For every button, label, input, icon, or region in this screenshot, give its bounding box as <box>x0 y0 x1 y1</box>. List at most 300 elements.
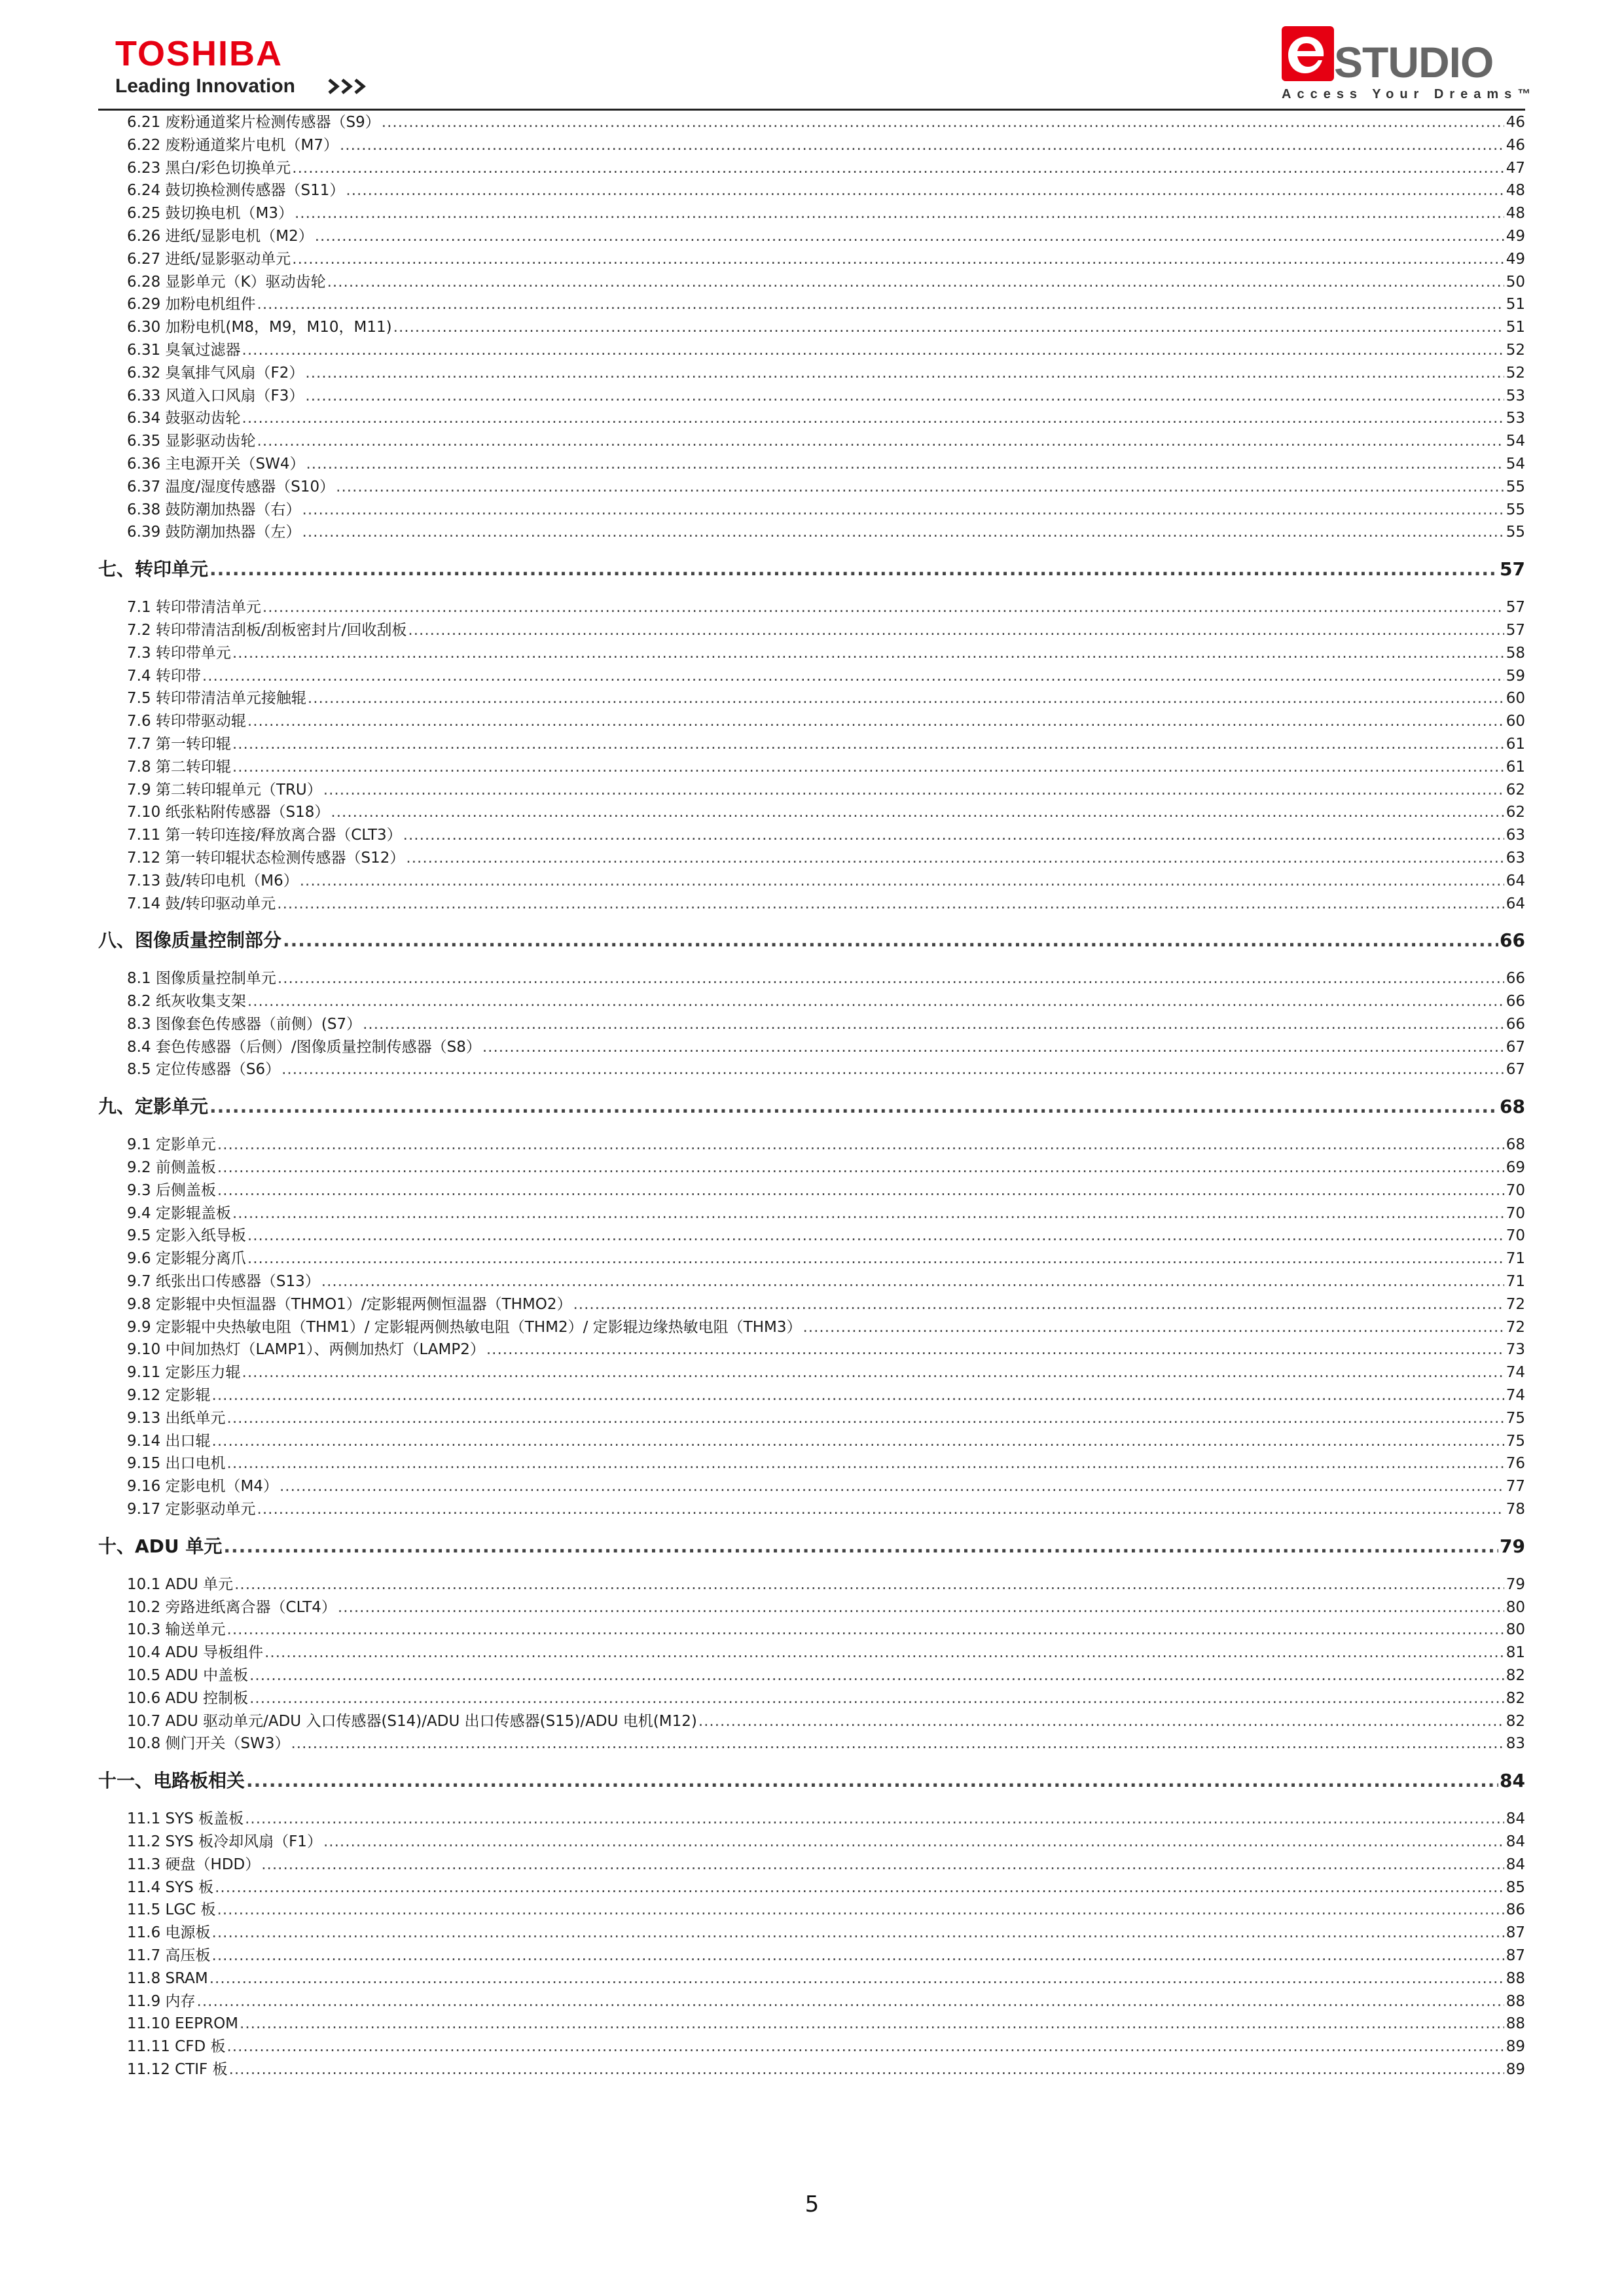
dot-leader <box>382 111 1504 134</box>
dot-leader <box>482 1036 1504 1059</box>
dot-leader <box>257 1498 1504 1521</box>
toc-entry[interactable] <box>98 248 1525 271</box>
toc-entry-title: 11.12 CTIF 板 <box>127 2060 228 2078</box>
toc-entry[interactable] <box>98 1475 1525 1498</box>
toc-entry-page: 48 <box>1506 205 1525 223</box>
toc-entry-page: 72 <box>1506 1295 1525 1313</box>
toc-entry-title: 十、ADU 单元 <box>98 1535 223 1557</box>
toc-entry[interactable] <box>98 1036 1525 1059</box>
dot-leader <box>803 1316 1504 1339</box>
toc-entry[interactable] <box>98 893 1525 916</box>
toc-entry-page: 68 <box>1500 1096 1525 1118</box>
toc-entry-page: 49 <box>1506 250 1525 268</box>
toc-entry[interactable] <box>98 1831 1525 1854</box>
toc-entry-title: 9.8 定影辊中央恒温器（THMO1）/定影辊两侧恒温器（THMO2） <box>127 1295 572 1313</box>
toc-entry-title: 6.33 风道入口风扇（F3） <box>127 387 304 404</box>
toc-entry-page: 70 <box>1506 1204 1525 1222</box>
toc-entry-page: 75 <box>1506 1409 1525 1427</box>
toc-entry[interactable] <box>98 642 1525 665</box>
toc-entry-title: 9.3 后侧盖板 <box>127 1181 216 1199</box>
access-your-dreams-tagline: Access Your Dreams™ <box>1282 87 1537 101</box>
toc-entry-page: 53 <box>1506 387 1525 404</box>
toc-entry-title: 9.5 定影入纸导板 <box>127 1227 246 1245</box>
dot-leader <box>202 665 1504 688</box>
toc-entry[interactable] <box>98 202 1525 225</box>
dot-leader <box>249 1664 1504 1687</box>
toc-entry[interactable] <box>98 1407 1525 1430</box>
toc-entry-title: 9.17 定影驱动单元 <box>127 1501 256 1518</box>
dot-leader <box>323 1831 1504 1854</box>
toc-entry[interactable] <box>98 733 1525 756</box>
toc-entry-page: 67 <box>1506 1038 1525 1056</box>
toc-entry[interactable] <box>98 407 1525 430</box>
dot-leader <box>197 1990 1504 2013</box>
toc-entry-page: 75 <box>1506 1432 1525 1450</box>
toc-entry[interactable] <box>98 596 1525 619</box>
dot-leader <box>698 1710 1504 1733</box>
toc-entry-page: 60 <box>1506 690 1525 708</box>
toc-entry[interactable] <box>98 1498 1525 1521</box>
dot-leader <box>217 1157 1504 1179</box>
toc-entry-title: 10.8 侧门开关（SW3） <box>127 1735 290 1753</box>
toc-entry[interactable] <box>98 134 1525 157</box>
dot-leader <box>226 2036 1504 2058</box>
dot-leader <box>247 1247 1504 1270</box>
toc-entry[interactable] <box>98 1361 1525 1384</box>
toc-entry-page: 79 <box>1500 1535 1525 1557</box>
dot-leader <box>283 920 1498 961</box>
toc-entry-title: 10.1 ADU 单元 <box>127 1575 234 1593</box>
toc-entry-title: 10.3 输送单元 <box>127 1621 226 1639</box>
toc-entry-title: 8.1 图像质量控制单元 <box>127 970 276 988</box>
toc-entry-title: 6.36 主电源开关（SW4） <box>127 455 305 473</box>
dot-leader <box>346 179 1504 202</box>
toc-entry-title: 8.5 定位传感器（S6） <box>127 1061 281 1079</box>
toc-entry[interactable] <box>98 967 1525 990</box>
dot-leader <box>232 756 1504 779</box>
toc-entry-page: 88 <box>1506 1992 1525 2010</box>
dot-leader <box>217 1179 1504 1202</box>
toc-entry[interactable] <box>98 521 1525 544</box>
toc-entry-page: 52 <box>1506 341 1525 359</box>
dot-leader <box>245 1808 1504 1831</box>
toc-entry-page: 59 <box>1506 667 1525 685</box>
toc-entry[interactable] <box>98 1157 1525 1179</box>
toc-entry-title: 11.11 CFD 板 <box>127 2038 226 2056</box>
toc-entry[interactable] <box>98 779 1525 802</box>
toc-entry-title: 9.4 定影辊盖板 <box>127 1204 231 1222</box>
toc-entry[interactable] <box>98 2058 1525 2081</box>
toc-entry-page: 49 <box>1506 227 1525 245</box>
toc-entry-page: 46 <box>1506 114 1525 131</box>
toc-entry[interactable] <box>98 1338 1525 1361</box>
dot-leader <box>292 248 1504 271</box>
toc-entry[interactable] <box>98 687 1525 710</box>
toc-entry-title: 10.4 ADU 导板组件 <box>127 1644 264 1662</box>
toc-entry-page: 52 <box>1506 364 1525 382</box>
toc-entry-page: 86 <box>1506 1901 1525 1919</box>
dot-leader <box>264 1641 1504 1664</box>
toc-entry-page: 64 <box>1506 872 1525 889</box>
toc-entry[interactable] <box>98 1134 1525 1157</box>
toc-entry-title: 七、转印单元 <box>98 558 209 581</box>
dot-leader <box>315 225 1504 248</box>
toc-entry-page: 48 <box>1506 182 1525 200</box>
toc-entry[interactable] <box>98 430 1525 453</box>
dot-leader <box>209 1086 1498 1127</box>
toc-entry[interactable] <box>98 1452 1525 1475</box>
toc-entry-page: 66 <box>1506 970 1525 988</box>
toc-entry[interactable] <box>98 870 1525 893</box>
toc-entry[interactable] <box>98 1922 1525 1945</box>
toc-entry-page: 80 <box>1506 1598 1525 1616</box>
toc-entry-title: 6.28 显影单元（K）驱动齿轮 <box>127 273 326 291</box>
toc-entry[interactable] <box>98 1430 1525 1453</box>
toc-entry[interactable] <box>98 1732 1525 1755</box>
toc-entry-title: 6.26 进纸/显影电机（M2） <box>127 227 314 245</box>
toc-entry[interactable] <box>98 1058 1525 1081</box>
toc-entry-page: 67 <box>1506 1061 1525 1079</box>
toc-entry-title: 8.3 图像套色传感器（前侧）(S7） <box>127 1015 362 1033</box>
toc-entry-title: 6.35 显影驱动齿轮 <box>127 433 256 450</box>
toc-entry-title: 9.10 中间加热灯（LAMP1）、两侧加热灯（LAMP2） <box>127 1341 485 1359</box>
toc-entry-page: 46 <box>1506 136 1525 154</box>
toc-entry[interactable] <box>98 157 1525 180</box>
toc-entry[interactable] <box>98 1316 1525 1339</box>
toc-entry-title: 9.16 定影电机（M4） <box>127 1478 278 1496</box>
toc-entry[interactable] <box>98 339 1525 362</box>
toc-entry[interactable] <box>98 619 1525 642</box>
toc-entry-page: 81 <box>1506 1644 1525 1662</box>
toc-entry[interactable] <box>98 111 1525 134</box>
toc-entry[interactable] <box>98 1808 1525 1831</box>
toc-entry[interactable] <box>98 1270 1525 1293</box>
dot-leader <box>227 1407 1504 1430</box>
toc-entry[interactable] <box>98 1710 1525 1733</box>
dot-leader <box>280 1475 1504 1498</box>
dot-leader <box>242 1361 1504 1384</box>
dot-leader <box>227 1452 1504 1475</box>
toc-entry-page: 84 <box>1500 1770 1525 1792</box>
toc-entry-title: 7.13 鼓/转印电机（M6） <box>127 872 298 889</box>
toc-entry-title: 9.7 纸张出口传感器（S13） <box>127 1273 320 1291</box>
dot-leader <box>408 619 1504 642</box>
toc-entry[interactable] <box>98 1202 1525 1225</box>
dot-leader <box>302 499 1504 522</box>
toc-entry-page: 79 <box>1506 1575 1525 1593</box>
dot-leader <box>246 1761 1498 1801</box>
toc-entry-page: 82 <box>1506 1712 1525 1730</box>
toc-entry-title: 八、图像质量控制部分 <box>98 929 282 952</box>
toc-entry-title: 9.1 定影单元 <box>127 1136 216 1154</box>
toc-entry-page: 83 <box>1506 1735 1525 1753</box>
dot-leader <box>215 1876 1504 1899</box>
toc-entry[interactable] <box>98 362 1525 385</box>
toc-entry[interactable] <box>98 1876 1525 1899</box>
toc-entry-title: 9.14 出口辊 <box>127 1432 211 1450</box>
toc-entry-page: 82 <box>1506 1689 1525 1707</box>
dot-leader <box>242 339 1504 362</box>
dot-leader <box>232 642 1504 665</box>
toc-entry-title: 7.8 第二转印辊 <box>127 758 231 776</box>
toc-entry-title: 7.1 转印带清洁单元 <box>127 599 261 617</box>
toc-entry-title: 7.12 第一转印辊状态检测传感器（S12） <box>127 849 405 867</box>
toc-entry-page: 55 <box>1506 478 1525 495</box>
toc-entry-title: 11.7 高压板 <box>127 1946 211 1964</box>
toc-entry-page: 63 <box>1506 849 1525 867</box>
dot-leader <box>212 1384 1504 1407</box>
toc-entry-title: 6.39 鼓防潮加热器（左） <box>127 524 301 541</box>
page-number: 5 <box>804 2191 820 2217</box>
page-header <box>0 0 1624 118</box>
toc-entry[interactable] <box>98 756 1525 779</box>
toc-entry[interactable] <box>98 1596 1525 1619</box>
toc-entry-title: 7.2 转印带清洁刮板/刮板密封片/回收刮板 <box>127 621 407 639</box>
toc-entry[interactable] <box>98 1990 1525 2013</box>
toc-chapter-entry[interactable] <box>98 544 1525 596</box>
toc-entry-page: 72 <box>1506 1318 1525 1336</box>
toc-entry[interactable] <box>98 710 1525 733</box>
toc-entry-title: 9.6 定影辊分离爪 <box>127 1250 246 1268</box>
dot-leader <box>573 1293 1505 1316</box>
toc-entry-page: 84 <box>1506 1810 1525 1828</box>
toc-entry-title: 11.10 EEPROM <box>127 2015 239 2033</box>
toc-entry-page: 74 <box>1506 1364 1525 1382</box>
toc-entry[interactable] <box>98 1687 1525 1710</box>
toc-entry-page: 74 <box>1506 1387 1525 1405</box>
toc-entry-title: 6.34 鼓驱动齿轮 <box>127 410 241 427</box>
toc-entry-title: 7.7 第一转印辊 <box>127 735 231 753</box>
dot-leader <box>212 1430 1504 1453</box>
toc-entry[interactable] <box>98 1013 1525 1036</box>
toc-entry[interactable] <box>98 847 1525 870</box>
toc-entry-title: 6.38 鼓防潮加热器（右） <box>127 501 301 518</box>
toc-entry[interactable] <box>98 1899 1525 1922</box>
toc-entry[interactable] <box>98 316 1525 339</box>
toc-entry-page: 55 <box>1506 501 1525 518</box>
toc-entry-title: 11.1 SYS 板盖板 <box>127 1810 244 1828</box>
dot-leader <box>323 779 1504 802</box>
toc-entry-title: 九、定影单元 <box>98 1096 209 1118</box>
toc-entry-title: 8.4 套色传感器（后侧）/图像质量控制传感器（S8） <box>127 1038 481 1056</box>
dot-leader <box>212 1922 1504 1945</box>
toc-entry-page: 78 <box>1506 1501 1525 1518</box>
toc-entry[interactable] <box>98 293 1525 316</box>
dot-leader <box>278 967 1504 990</box>
toc-entry-page: 51 <box>1506 319 1525 336</box>
toc-entry[interactable] <box>98 665 1525 688</box>
dot-leader <box>247 990 1504 1013</box>
toc-entry-title: 9.12 定影辊 <box>127 1387 211 1405</box>
toshiba-logo: TOSHIBA <box>115 34 283 73</box>
dot-leader <box>336 476 1504 499</box>
toc-entry-title: 6.30 加粉电机(M8，M9，M10，M11) <box>127 319 392 336</box>
toc-entry[interactable] <box>98 824 1525 847</box>
toc-entry-title: 9.15 出口电机 <box>127 1455 226 1473</box>
toc-chapter-entry[interactable] <box>98 1081 1525 1134</box>
dot-leader <box>327 271 1504 294</box>
toc-entry[interactable] <box>98 1247 1525 1270</box>
dot-leader <box>306 453 1505 476</box>
toc-entry[interactable] <box>98 453 1525 476</box>
toc-entry[interactable] <box>98 225 1525 248</box>
toc-entry[interactable] <box>98 1967 1525 1990</box>
toc-entry-page: 62 <box>1506 804 1525 821</box>
toc-entry-title: 9.9 定影辊中央热敏电阻（THM1）/ 定影辊两侧热敏电阻（THM2）/ 定影辊边缘热敏电阻（THM3） <box>127 1318 802 1336</box>
toc-entry-page: 84 <box>1506 1856 1525 1873</box>
toc-entry-title: 6.27 进纸/显影驱动单元 <box>127 250 291 268</box>
toc-entry[interactable] <box>98 990 1525 1013</box>
toc-entry-title: 9.13 出纸单元 <box>127 1409 226 1427</box>
toc-entry-page: 47 <box>1506 159 1525 177</box>
toc-entry-title: 10.6 ADU 控制板 <box>127 1689 249 1707</box>
toc-entry-page: 76 <box>1506 1455 1525 1473</box>
toc-entry-title: 7.5 转印带清洁单元接触辊 <box>127 690 306 708</box>
dot-leader <box>209 1967 1504 1990</box>
toc-entry-page: 55 <box>1506 524 1525 541</box>
dot-leader <box>240 2013 1504 2036</box>
dot-leader <box>262 596 1504 619</box>
toc-entry[interactable] <box>98 1573 1525 1596</box>
toc-entry[interactable] <box>98 1664 1525 1687</box>
dot-leader <box>305 385 1504 408</box>
dot-leader <box>227 1619 1504 1641</box>
toc-chapter-entry[interactable] <box>98 1521 1525 1573</box>
dot-leader <box>403 824 1504 847</box>
toc-entry[interactable] <box>98 1384 1525 1407</box>
table-of-contents <box>98 111 1525 2081</box>
dot-leader <box>277 893 1504 916</box>
toc-entry-title: 6.32 臭氧排气风扇（F2） <box>127 364 304 382</box>
dot-leader <box>217 1134 1504 1157</box>
dot-leader <box>305 362 1504 385</box>
dot-leader <box>247 710 1504 733</box>
toc-entry-title: 11.9 内存 <box>127 1992 196 2010</box>
toc-entry-title: 6.22 废粉通道桨片电机（M7） <box>127 136 338 154</box>
toc-entry-title: 11.6 电源板 <box>127 1924 211 1942</box>
toc-entry[interactable] <box>98 1293 1525 1316</box>
dot-leader <box>261 1854 1504 1876</box>
dot-leader <box>223 1526 1498 1567</box>
dot-leader <box>212 1945 1504 1967</box>
toc-entry[interactable] <box>98 1854 1525 1876</box>
leading-innovation-tagline <box>115 73 295 99</box>
toc-entry-title: 7.11 第一转印连接/释放离合器（CLT3） <box>127 827 402 844</box>
toc-entry-title: 11.8 SRAM <box>127 1969 208 1987</box>
toc-entry-page: 60 <box>1506 713 1525 730</box>
dot-leader <box>234 1573 1504 1596</box>
toc-entry[interactable] <box>98 2036 1525 2058</box>
toc-entry-page: 69 <box>1506 1159 1525 1177</box>
toc-entry-page: 61 <box>1506 758 1525 776</box>
toc-entry-page: 88 <box>1506 1969 1525 1987</box>
dot-leader <box>257 293 1504 316</box>
toc-entry-title: 6.37 温度/湿度传感器（S10） <box>127 478 335 495</box>
toc-entry[interactable] <box>98 801 1525 824</box>
toc-entry-page: 87 <box>1506 1924 1525 1942</box>
dot-leader <box>242 407 1504 430</box>
toc-entry-title: 8.2 纸灰收集支架 <box>127 993 246 1011</box>
dot-leader <box>229 2058 1504 2081</box>
toc-entry[interactable] <box>98 1179 1525 1202</box>
dot-leader <box>406 847 1504 870</box>
toc-entry[interactable] <box>98 271 1525 294</box>
toc-entry[interactable] <box>98 1945 1525 1967</box>
toc-entry-title: 7.3 转印带单元 <box>127 644 231 662</box>
toc-entry-title: 7.9 第二转印辊单元（TRU） <box>127 781 322 798</box>
toc-entry-title: 9.11 定影压力辊 <box>127 1364 241 1382</box>
toc-entry-page: 62 <box>1506 781 1525 798</box>
toc-entry-page: 80 <box>1506 1621 1525 1639</box>
toc-entry-page: 85 <box>1506 1878 1525 1896</box>
toc-entry-title: 7.10 纸张粘附传感器（S18） <box>127 804 330 821</box>
toc-entry-title: 6.21 废粉通道桨片检测传感器（S9） <box>127 114 380 131</box>
toc-entry-page: 57 <box>1500 558 1525 581</box>
toc-entry-page: 89 <box>1506 2038 1525 2056</box>
dot-leader <box>363 1013 1504 1036</box>
toc-chapter-entry[interactable] <box>98 915 1525 967</box>
toc-entry-page: 71 <box>1506 1273 1525 1291</box>
toc-entry-title: 6.23 黑白/彩色切换单元 <box>127 159 291 177</box>
toc-entry[interactable] <box>98 1619 1525 1641</box>
toc-entry-title: 6.29 加粉电机组件 <box>127 296 256 314</box>
toc-chapter-entry[interactable] <box>98 1755 1525 1808</box>
toc-entry-title: 11.5 LGC 板 <box>127 1901 216 1919</box>
dot-leader <box>300 870 1504 893</box>
toc-entry-page: 73 <box>1506 1341 1525 1359</box>
dot-leader <box>232 733 1504 756</box>
dot-leader <box>295 202 1504 225</box>
toc-entry-title: 6.25 鼓切换电机（M3） <box>127 205 293 223</box>
dot-leader <box>232 1202 1504 1225</box>
toc-entry-page: 61 <box>1506 735 1525 753</box>
dot-leader <box>308 687 1504 710</box>
dot-leader <box>291 1732 1505 1755</box>
dot-leader <box>338 1596 1504 1619</box>
toc-entry[interactable] <box>98 476 1525 499</box>
dot-leader <box>249 1687 1504 1710</box>
dot-leader <box>292 157 1504 180</box>
toc-entry-page: 66 <box>1506 1015 1525 1033</box>
toc-entry-title: 7.4 转印带 <box>127 667 201 685</box>
toc-entry-page: 54 <box>1506 433 1525 450</box>
toc-entry[interactable] <box>98 2013 1525 2036</box>
toc-entry[interactable] <box>98 1641 1525 1664</box>
toc-entry-page: 77 <box>1506 1478 1525 1496</box>
toc-entry-page: 71 <box>1506 1250 1525 1268</box>
toc-entry-title: 11.2 SYS 板冷却风扇（F1） <box>127 1833 322 1850</box>
dot-leader <box>486 1338 1504 1361</box>
toc-entry-page: 57 <box>1506 599 1525 617</box>
toc-entry[interactable] <box>98 385 1525 408</box>
toc-entry[interactable] <box>98 499 1525 522</box>
toc-entry-page: 82 <box>1506 1667 1525 1685</box>
toc-entry-page: 58 <box>1506 644 1525 662</box>
toc-entry-title: 10.5 ADU 中盖板 <box>127 1667 249 1685</box>
toc-entry-page: 84 <box>1506 1833 1525 1850</box>
toc-entry[interactable] <box>98 179 1525 202</box>
toc-entry-title: 7.14 鼓/转印驱动单元 <box>127 895 276 912</box>
dot-leader <box>302 521 1504 544</box>
toc-entry-page: 50 <box>1506 273 1525 291</box>
toc-entry-title: 7.6 转印带驱动辊 <box>127 713 246 730</box>
toc-entry-page: 54 <box>1506 455 1525 473</box>
toc-entry-page: 88 <box>1506 2015 1525 2033</box>
tagline-text: Leading Innovation <box>115 75 295 97</box>
toc-entry-page: 57 <box>1506 621 1525 639</box>
toc-entry[interactable] <box>98 1225 1525 1247</box>
header-divider <box>98 109 1525 111</box>
